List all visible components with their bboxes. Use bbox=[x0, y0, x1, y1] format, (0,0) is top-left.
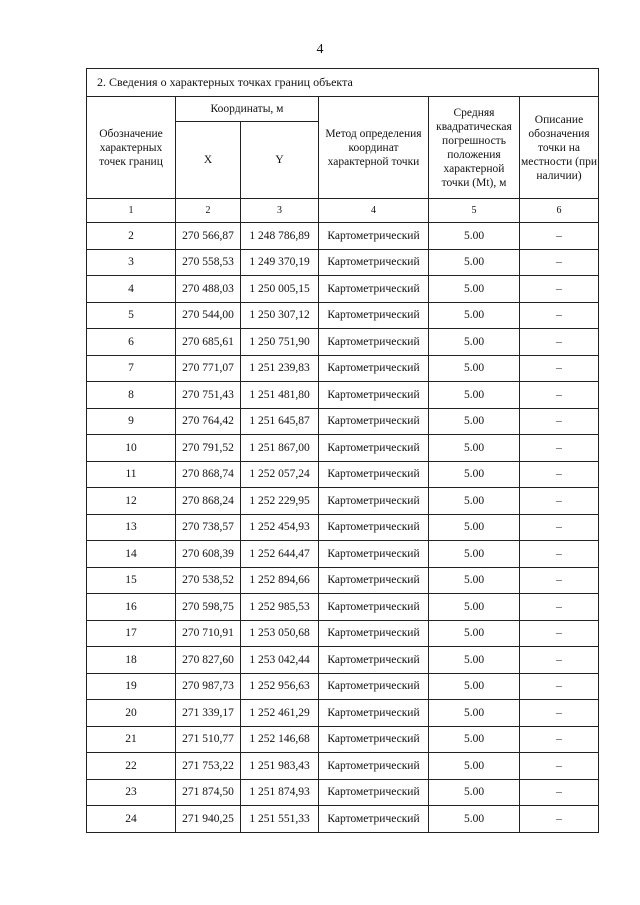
description-cell: – bbox=[520, 355, 599, 382]
error-cell: 5.00 bbox=[429, 647, 520, 674]
x-coordinate-cell: 270 738,57 bbox=[176, 514, 241, 541]
table-row bbox=[87, 302, 599, 329]
point-id-cell: 16 bbox=[87, 594, 176, 621]
point-id-cell: 15 bbox=[87, 567, 176, 594]
error-cell: 5.00 bbox=[429, 408, 520, 435]
y-coordinate-cell: 1 252 985,53 bbox=[241, 594, 319, 621]
x-coordinate-cell: 271 753,22 bbox=[176, 753, 241, 780]
method-cell: Картометрический bbox=[319, 726, 429, 753]
description-cell: – bbox=[520, 461, 599, 488]
table-row bbox=[87, 408, 599, 435]
y-coordinate-cell: 1 252 956,63 bbox=[241, 673, 319, 700]
column-number-row bbox=[87, 199, 599, 223]
description-cell: – bbox=[520, 382, 599, 409]
error-cell: 5.00 bbox=[429, 249, 520, 276]
point-id-cell: 3 bbox=[87, 249, 176, 276]
point-id-cell: 13 bbox=[87, 514, 176, 541]
y-coordinate-cell: 1 250 005,15 bbox=[241, 276, 319, 303]
header-y: Y bbox=[241, 122, 319, 199]
method-cell: Картометрический bbox=[319, 779, 429, 806]
point-id-cell: 18 bbox=[87, 647, 176, 674]
point-id-cell: 11 bbox=[87, 461, 176, 488]
description-cell: – bbox=[520, 753, 599, 780]
header-x: X bbox=[176, 122, 241, 199]
method-cell: Картометрический bbox=[319, 302, 429, 329]
header-method: Метод определения координат характерной точки bbox=[319, 97, 429, 199]
x-coordinate-cell: 270 868,24 bbox=[176, 488, 241, 515]
method-cell: Картометрический bbox=[319, 488, 429, 515]
table-row bbox=[87, 541, 599, 568]
x-coordinate-cell: 270 488,03 bbox=[176, 276, 241, 303]
method-cell: Картометрический bbox=[319, 276, 429, 303]
method-cell: Картометрический bbox=[319, 620, 429, 647]
description-cell: – bbox=[520, 647, 599, 674]
table-row bbox=[87, 223, 599, 250]
method-cell: Картометрический bbox=[319, 435, 429, 462]
point-id-cell: 24 bbox=[87, 806, 176, 833]
description-cell: – bbox=[520, 435, 599, 462]
y-coordinate-cell: 1 251 551,33 bbox=[241, 806, 319, 833]
method-cell: Картометрический bbox=[319, 753, 429, 780]
boundary-points-table bbox=[86, 68, 599, 833]
error-cell: 5.00 bbox=[429, 514, 520, 541]
header-coordinates: Координаты, м bbox=[176, 97, 319, 122]
table-row bbox=[87, 806, 599, 833]
column-number: 5 bbox=[429, 199, 520, 223]
description-cell: – bbox=[520, 408, 599, 435]
method-cell: Картометрический bbox=[319, 408, 429, 435]
table-row bbox=[87, 673, 599, 700]
y-coordinate-cell: 1 252 146,68 bbox=[241, 726, 319, 753]
x-coordinate-cell: 271 940,25 bbox=[176, 806, 241, 833]
x-coordinate-cell: 270 710,91 bbox=[176, 620, 241, 647]
error-cell: 5.00 bbox=[429, 276, 520, 303]
error-cell: 5.00 bbox=[429, 620, 520, 647]
x-coordinate-cell: 270 566,87 bbox=[176, 223, 241, 250]
y-coordinate-cell: 1 248 786,89 bbox=[241, 223, 319, 250]
method-cell: Картометрический bbox=[319, 355, 429, 382]
error-cell: 5.00 bbox=[429, 806, 520, 833]
method-cell: Картометрический bbox=[319, 594, 429, 621]
column-number: 4 bbox=[319, 199, 429, 223]
column-number: 2 bbox=[176, 199, 241, 223]
x-coordinate-cell: 270 827,60 bbox=[176, 647, 241, 674]
x-coordinate-cell: 270 868,74 bbox=[176, 461, 241, 488]
table-body bbox=[87, 223, 599, 833]
y-coordinate-cell: 1 251 874,93 bbox=[241, 779, 319, 806]
table-row bbox=[87, 461, 599, 488]
column-number: 1 bbox=[87, 199, 176, 223]
point-id-cell: 14 bbox=[87, 541, 176, 568]
method-cell: Картометрический bbox=[319, 647, 429, 674]
point-id-cell: 20 bbox=[87, 700, 176, 727]
column-number: 6 bbox=[520, 199, 599, 223]
error-cell: 5.00 bbox=[429, 223, 520, 250]
header-error: Средняя квадратическая погрешность положения характерной точки (Mt), м bbox=[429, 97, 520, 199]
x-coordinate-cell: 270 685,61 bbox=[176, 329, 241, 356]
table-row bbox=[87, 355, 599, 382]
table-row bbox=[87, 567, 599, 594]
x-coordinate-cell: 270 771,07 bbox=[176, 355, 241, 382]
y-coordinate-cell: 1 252 229,95 bbox=[241, 488, 319, 515]
table-row bbox=[87, 726, 599, 753]
x-coordinate-cell: 270 544,00 bbox=[176, 302, 241, 329]
error-cell: 5.00 bbox=[429, 753, 520, 780]
error-cell: 5.00 bbox=[429, 329, 520, 356]
method-cell: Картометрический bbox=[319, 382, 429, 409]
x-coordinate-cell: 271 339,17 bbox=[176, 700, 241, 727]
point-id-cell: 2 bbox=[87, 223, 176, 250]
x-coordinate-cell: 270 608,39 bbox=[176, 541, 241, 568]
method-cell: Картометрический bbox=[319, 673, 429, 700]
y-coordinate-cell: 1 251 867,00 bbox=[241, 435, 319, 462]
header-description: Описание обозначения точки на местности (при наличии) bbox=[520, 97, 599, 199]
y-coordinate-cell: 1 251 239,83 bbox=[241, 355, 319, 382]
description-cell: – bbox=[520, 488, 599, 515]
column-number: 3 bbox=[241, 199, 319, 223]
description-cell: – bbox=[520, 700, 599, 727]
method-cell: Картометрический bbox=[319, 700, 429, 727]
table-row bbox=[87, 382, 599, 409]
error-cell: 5.00 bbox=[429, 435, 520, 462]
error-cell: 5.00 bbox=[429, 382, 520, 409]
description-cell: – bbox=[520, 276, 599, 303]
x-coordinate-cell: 271 510,77 bbox=[176, 726, 241, 753]
y-coordinate-cell: 1 251 983,43 bbox=[241, 753, 319, 780]
y-coordinate-cell: 1 253 042,44 bbox=[241, 647, 319, 674]
table-row bbox=[87, 620, 599, 647]
point-id-cell: 21 bbox=[87, 726, 176, 753]
table-row bbox=[87, 249, 599, 276]
method-cell: Картометрический bbox=[319, 541, 429, 568]
description-cell: – bbox=[520, 806, 599, 833]
error-cell: 5.00 bbox=[429, 355, 520, 382]
x-coordinate-cell: 270 558,53 bbox=[176, 249, 241, 276]
header-point: Обозначение характерных точек границ bbox=[87, 97, 176, 199]
description-cell: – bbox=[520, 673, 599, 700]
error-cell: 5.00 bbox=[429, 726, 520, 753]
description-cell: – bbox=[520, 779, 599, 806]
section-title: 2. Сведения о характерных точках границ объекта bbox=[87, 69, 599, 97]
y-coordinate-cell: 1 251 645,87 bbox=[241, 408, 319, 435]
point-id-cell: 19 bbox=[87, 673, 176, 700]
table-row bbox=[87, 594, 599, 621]
table-row bbox=[87, 647, 599, 674]
x-coordinate-cell: 270 764,42 bbox=[176, 408, 241, 435]
y-coordinate-cell: 1 251 481,80 bbox=[241, 382, 319, 409]
y-coordinate-cell: 1 250 307,12 bbox=[241, 302, 319, 329]
y-coordinate-cell: 1 252 894,66 bbox=[241, 567, 319, 594]
error-cell: 5.00 bbox=[429, 567, 520, 594]
description-cell: – bbox=[520, 541, 599, 568]
point-id-cell: 22 bbox=[87, 753, 176, 780]
y-coordinate-cell: 1 253 050,68 bbox=[241, 620, 319, 647]
table-row bbox=[87, 276, 599, 303]
point-id-cell: 6 bbox=[87, 329, 176, 356]
description-cell: – bbox=[520, 302, 599, 329]
table-row bbox=[87, 700, 599, 727]
y-coordinate-cell: 1 252 644,47 bbox=[241, 541, 319, 568]
error-cell: 5.00 bbox=[429, 779, 520, 806]
method-cell: Картометрический bbox=[319, 806, 429, 833]
description-cell: – bbox=[520, 594, 599, 621]
method-cell: Картометрический bbox=[319, 223, 429, 250]
y-coordinate-cell: 1 252 057,24 bbox=[241, 461, 319, 488]
point-id-cell: 9 bbox=[87, 408, 176, 435]
table-row bbox=[87, 514, 599, 541]
description-cell: – bbox=[520, 514, 599, 541]
table-row bbox=[87, 435, 599, 462]
error-cell: 5.00 bbox=[429, 700, 520, 727]
point-id-cell: 23 bbox=[87, 779, 176, 806]
point-id-cell: 10 bbox=[87, 435, 176, 462]
point-id-cell: 5 bbox=[87, 302, 176, 329]
point-id-cell: 12 bbox=[87, 488, 176, 515]
description-cell: – bbox=[520, 620, 599, 647]
error-cell: 5.00 bbox=[429, 461, 520, 488]
y-coordinate-cell: 1 252 461,29 bbox=[241, 700, 319, 727]
error-cell: 5.00 bbox=[429, 541, 520, 568]
point-id-cell: 17 bbox=[87, 620, 176, 647]
error-cell: 5.00 bbox=[429, 302, 520, 329]
x-coordinate-cell: 270 751,43 bbox=[176, 382, 241, 409]
method-cell: Картометрический bbox=[319, 249, 429, 276]
point-id-cell: 8 bbox=[87, 382, 176, 409]
page-number: 4 bbox=[316, 42, 324, 57]
method-cell: Картометрический bbox=[319, 329, 429, 356]
error-cell: 5.00 bbox=[429, 673, 520, 700]
table-row bbox=[87, 753, 599, 780]
x-coordinate-cell: 270 987,73 bbox=[176, 673, 241, 700]
method-cell: Картометрический bbox=[319, 514, 429, 541]
method-cell: Картометрический bbox=[319, 567, 429, 594]
method-cell: Картометрический bbox=[319, 461, 429, 488]
x-coordinate-cell: 270 598,75 bbox=[176, 594, 241, 621]
point-id-cell: 7 bbox=[87, 355, 176, 382]
y-coordinate-cell: 1 249 370,19 bbox=[241, 249, 319, 276]
description-cell: – bbox=[520, 249, 599, 276]
error-cell: 5.00 bbox=[429, 488, 520, 515]
description-cell: – bbox=[520, 223, 599, 250]
y-coordinate-cell: 1 252 454,93 bbox=[241, 514, 319, 541]
table-row bbox=[87, 488, 599, 515]
description-cell: – bbox=[520, 726, 599, 753]
table-row bbox=[87, 329, 599, 356]
x-coordinate-cell: 270 791,52 bbox=[176, 435, 241, 462]
error-cell: 5.00 bbox=[429, 594, 520, 621]
y-coordinate-cell: 1 250 751,90 bbox=[241, 329, 319, 356]
x-coordinate-cell: 271 874,50 bbox=[176, 779, 241, 806]
point-id-cell: 4 bbox=[87, 276, 176, 303]
x-coordinate-cell: 270 538,52 bbox=[176, 567, 241, 594]
table-row bbox=[87, 779, 599, 806]
description-cell: – bbox=[520, 567, 599, 594]
description-cell: – bbox=[520, 329, 599, 356]
